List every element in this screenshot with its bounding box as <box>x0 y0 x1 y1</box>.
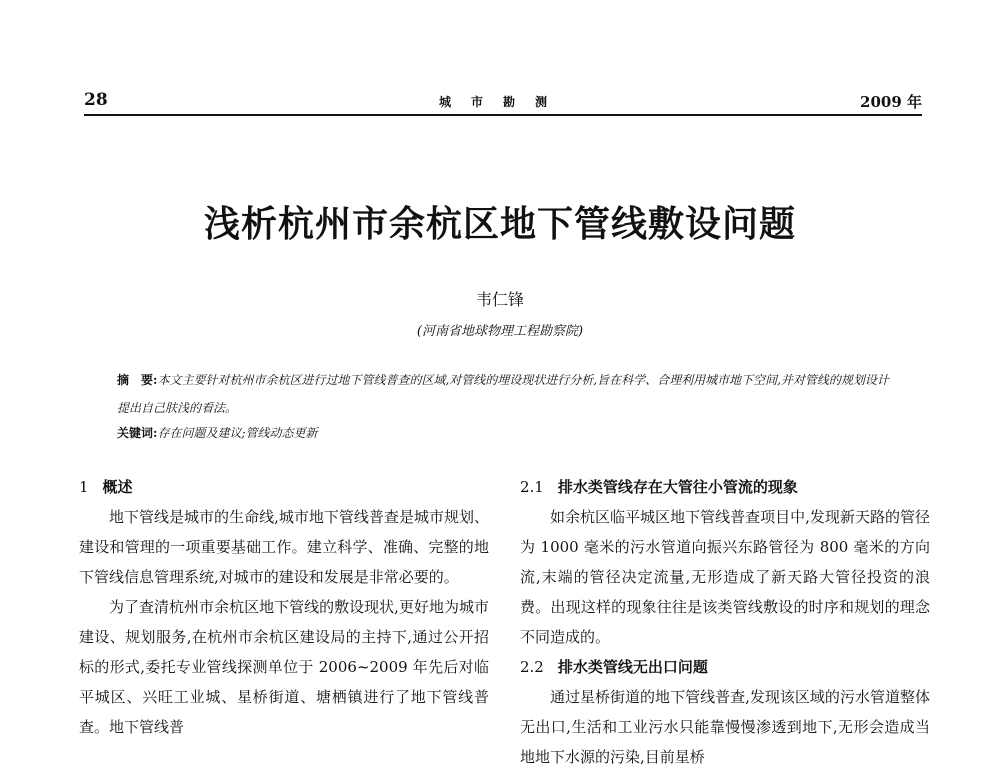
abstract <box>117 366 893 422</box>
page-number: 28 <box>84 90 108 110</box>
journal-name: 城市勘测 <box>438 95 567 109</box>
page-header <box>84 88 922 116</box>
left-column <box>79 472 489 742</box>
section-title: 排水类管线存在大管往小管流的现象 <box>557 478 798 496</box>
section-title: 概述 <box>102 478 133 496</box>
author-name: 韦仁锋 <box>475 290 524 309</box>
section-heading <box>79 472 489 502</box>
issue-year: 2009 年 <box>860 93 922 111</box>
article-title: 浅析杭州市余杭区地下管线敷设问题 <box>203 203 796 245</box>
abstract-label: 摘 要: <box>117 373 158 387</box>
section-heading <box>520 472 930 502</box>
keywords-text: 存在问题及建议;管线动态更新 <box>157 426 318 440</box>
section-number: 2.2 <box>520 658 544 676</box>
body-paragraph: 地下管线是城市的生命线,城市地下管线普查是城市规划、建设和管理的一项重要基础工作。建立科学、准确、完整的地下管线信息管理系统,对城市的建设和发展是非常必要的。 <box>79 508 489 586</box>
body-paragraph: 为了查清杭州市余杭区地下管线的敷设现状,更好地为城市建设、规划服务,在杭州市余杭区建设局的主持下,通过公开招标的形式,委托专业管线探测单位于 2006~2009 年先后对临平城区、兴旺工业城、星桥街道、塘栖镇进行了地下管线普查。地下管线普 <box>79 598 489 736</box>
abstract-text: 本文主要针对杭州市余杭区进行过地下管线普查的区域,对管线的埋设现状进行分析,旨在科学、合理利用城市地下空间,并对管线的规划设计提出自己肤浅的看法。 <box>117 373 889 415</box>
author-affiliation: (河南省地球物理工程勘察院) <box>416 324 584 339</box>
right-column <box>520 472 930 772</box>
section-number: 2.1 <box>520 478 544 496</box>
section-title: 排水类管线无出口问题 <box>557 658 708 676</box>
section-heading <box>520 652 930 682</box>
keywords-label: 关键词: <box>117 426 158 440</box>
keywords <box>117 424 893 441</box>
body-paragraph: 如余杭区临平城区地下管线普查项目中,发现新天路的管径为 1000 毫米的污水管道向振兴东路管径为 800 毫米的方向流,末端的管径决定流量,无形造成了新天路大管径投资的浪费。出现这样的现象往往是该类管线敷设的时序和规划的理念不同造成的。 <box>520 508 930 646</box>
section-number: 1 <box>79 478 89 496</box>
body-paragraph: 通过星桥街道的地下管线普查,发现该区域的污水管道整体无出口,生活和工业污水只能靠慢慢渗透到地下,无形会造成当地地下水源的污染,目前星桥 <box>520 688 930 766</box>
